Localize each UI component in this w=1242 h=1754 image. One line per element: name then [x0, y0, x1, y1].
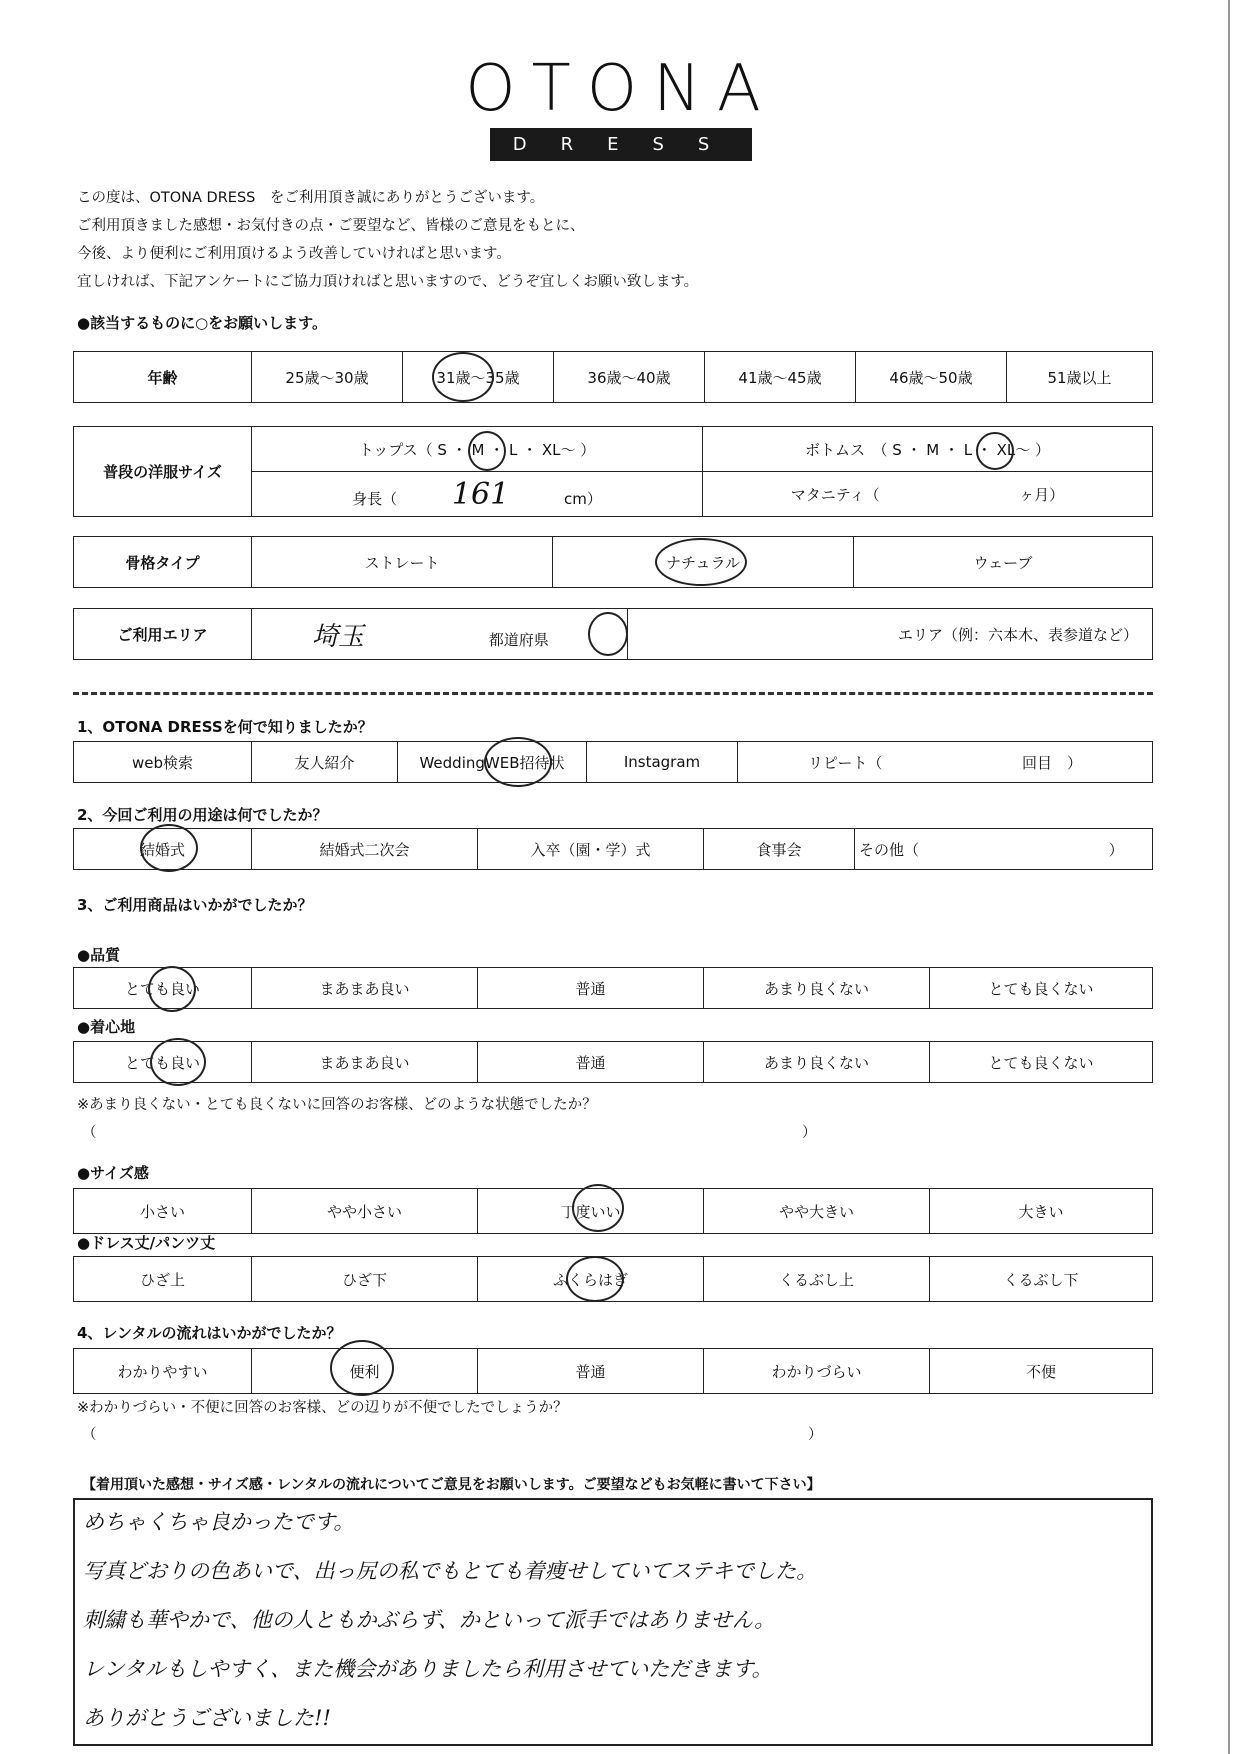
comment-line: ありがとうございました!! — [83, 1706, 331, 1730]
q3-heading: 3、ご利用商品はいかがでしたか？ — [77, 896, 313, 914]
prefecture-suffix: 都道府県 — [488, 630, 549, 649]
comfort-option[interactable]: あまり良くない — [704, 1042, 930, 1083]
intro-line: この度は、OTONA DRESS をご利用頂き誠にありがとうございます。 — [77, 190, 545, 206]
height-unit: cm） — [563, 489, 602, 508]
frame-type-option[interactable]: ストレート — [252, 537, 553, 588]
length-table — [73, 1256, 1153, 1302]
comments-heading: 【着用頂いた感想・サイズ感・レンタルの流れについてご意見をお願いします。ご要望などもお気軽に書いて下さい】 — [82, 1477, 821, 1493]
fit-option[interactable]: やや小さい — [252, 1189, 478, 1234]
q4-note-open: （ — [82, 1427, 97, 1443]
q1-option[interactable]: 友人紹介 — [252, 742, 398, 783]
comfort-note: ※あまり良くない・とても良くないに回答のお客様、どのような状態でしたか？ — [77, 1097, 597, 1113]
comfort-label: ●着心地 — [77, 1018, 136, 1036]
length-option[interactable]: くるぶし上 — [704, 1257, 930, 1302]
maternity-unit: ヶ月） — [1019, 485, 1065, 504]
q2-option[interactable]: 結婚式二次会 — [252, 829, 478, 870]
comfort-option[interactable]: 普通 — [478, 1042, 704, 1083]
height-field[interactable] — [252, 472, 703, 517]
height-value: 161 — [451, 476, 510, 512]
prefecture-field[interactable] — [252, 609, 628, 660]
age-option[interactable]: 46歳〜50歳 — [856, 352, 1007, 403]
area-hint-field[interactable]: エリア（例：六本木、表参道など） — [628, 609, 1153, 660]
frame-type-option[interactable]: ナチュラル — [553, 537, 854, 588]
intro-line: 今後、より便利にご利用頂けるよう改善していければと思います。 — [77, 246, 511, 262]
instruction-heading: ●該当するものに○をお願いします。 — [77, 314, 327, 332]
fit-option[interactable]: 丁度いい — [478, 1189, 704, 1234]
comfort-note-open: （ — [82, 1125, 97, 1141]
frame-type-table — [73, 536, 1153, 588]
q1-repeat-unit: 回目 ） — [1021, 753, 1082, 772]
age-table — [73, 351, 1153, 403]
fit-option[interactable]: 小さい — [74, 1189, 252, 1234]
q4-option[interactable]: 便利 — [252, 1349, 478, 1394]
q1-heading: 1、OTONA DRESSを何で知りましたか？ — [77, 718, 373, 736]
length-option[interactable]: くるぶし下 — [930, 1257, 1153, 1302]
q1-repeat-label: リピート（ — [808, 753, 883, 772]
intro-line: 宜しければ、下記アンケートにご協力頂ければと思いますので、どうぞ宜しくお願い致します。 — [77, 274, 699, 290]
q2-option[interactable]: 入卒（園・学）式 — [478, 829, 704, 870]
area-label: ご利用エリア — [74, 609, 252, 660]
intro-text — [77, 184, 698, 296]
age-option[interactable]: 41歳〜45歳 — [705, 352, 856, 403]
quality-option[interactable]: あまり良くない — [704, 968, 930, 1009]
q2-other-field[interactable] — [855, 829, 1153, 870]
q1-repeat-field[interactable] — [738, 742, 1153, 783]
fit-label: ●サイズ感 — [77, 1164, 149, 1182]
comment-line: 刺繍も華やかで、他の人ともかぶらず、かといって派手ではありません。 — [83, 1608, 776, 1632]
length-label: ●ドレス丈/パンツ丈 — [77, 1234, 216, 1252]
age-option[interactable]: 31歳〜35歳 — [403, 352, 554, 403]
comment-line: めちゃくちゃ良かったです。 — [83, 1510, 355, 1534]
q2-option[interactable]: 結婚式 — [74, 829, 252, 870]
size-table — [73, 426, 1153, 517]
quality-option[interactable]: 普通 — [478, 968, 704, 1009]
brand-logo-subtitle: DRESS — [490, 128, 752, 161]
q2-other-label: その他（ — [859, 840, 920, 859]
fit-option[interactable]: 大きい — [930, 1189, 1153, 1234]
q4-option[interactable]: 不便 — [930, 1349, 1153, 1394]
quality-option[interactable]: まあまあ良い — [252, 968, 478, 1009]
q4-heading: 4、レンタルの流れはいかがでしたか？ — [77, 1324, 342, 1342]
maternity-field[interactable] — [703, 472, 1153, 517]
q2-table — [73, 828, 1153, 870]
bottoms-size-options[interactable]: ボトムス （ S ・ M ・ L ・ XL〜 ） — [703, 427, 1153, 472]
frame-type-option[interactable]: ウェーブ — [854, 537, 1153, 588]
section-divider — [73, 692, 1153, 695]
height-label: 身長（ — [352, 489, 398, 508]
frame-type-label: 骨格タイプ — [74, 537, 252, 588]
q4-option[interactable]: 普通 — [478, 1349, 704, 1394]
comfort-table — [73, 1041, 1153, 1083]
quality-option[interactable]: とても良くない — [930, 968, 1153, 1009]
length-option[interactable]: ひざ上 — [74, 1257, 252, 1302]
area-table — [73, 608, 1153, 660]
scan-edge-line — [1228, 0, 1230, 1754]
q1-option[interactable]: web検索 — [74, 742, 252, 783]
q4-option[interactable]: わかりやすい — [74, 1349, 252, 1394]
tops-size-options[interactable]: トップス（ S ・ M ・ L ・ XL〜 ） — [252, 427, 703, 472]
age-option[interactable]: 36歳〜40歳 — [554, 352, 705, 403]
comments-box[interactable] — [73, 1498, 1153, 1746]
q2-option[interactable]: 食事会 — [704, 829, 855, 870]
comment-line: レンタルもしやすく、また機会がありましたら利用させていただきます。 — [83, 1657, 773, 1681]
age-option[interactable]: 51歳以上 — [1007, 352, 1153, 403]
q2-other-close: ） — [1108, 840, 1124, 859]
comfort-option[interactable]: まあまあ良い — [252, 1042, 478, 1083]
fit-table — [73, 1188, 1153, 1234]
age-label: 年齢 — [74, 352, 252, 403]
q1-option[interactable]: Instagram — [587, 742, 738, 783]
comfort-note-close: ） — [802, 1125, 817, 1141]
comfort-option[interactable]: とても良くない — [930, 1042, 1153, 1083]
quality-option[interactable]: とても良い — [74, 968, 252, 1009]
q1-option[interactable]: WeddingWEB招待状 — [398, 742, 587, 783]
prefecture-value: 埼玉 — [312, 621, 365, 652]
comment-line: 写真どおりの色あいで、出っ尻の私でもとても着痩せしていてステキでした。 — [83, 1559, 818, 1583]
quality-table — [73, 967, 1153, 1009]
length-option[interactable]: ひざ下 — [252, 1257, 478, 1302]
brand-logo-title: OTONA — [465, 52, 777, 126]
comfort-option[interactable]: とても良い — [74, 1042, 252, 1083]
fit-option[interactable]: やや大きい — [704, 1189, 930, 1234]
q1-table — [73, 741, 1153, 783]
size-label: 普段の洋服サイズ — [74, 427, 252, 517]
q4-note-close: ） — [808, 1427, 823, 1443]
quality-label: ●品質 — [77, 946, 121, 964]
q2-heading: 2、今回ご利用の用途は何でしたか？ — [77, 806, 328, 824]
age-option[interactable]: 25歳〜30歳 — [252, 352, 403, 403]
q4-note: ※わかりづらい・不便に回答のお客様、どの辺りが不便でしたでしょうか？ — [77, 1400, 568, 1416]
intro-line: ご利用頂きました感想・お気付きの点・ご要望など、皆様のご意見をもとに、 — [77, 218, 585, 234]
q4-table — [73, 1348, 1153, 1394]
length-option[interactable]: ふくらはぎ — [478, 1257, 704, 1302]
q4-option[interactable]: わかりづらい — [704, 1349, 930, 1394]
maternity-label: マタニティ（ — [790, 485, 880, 504]
